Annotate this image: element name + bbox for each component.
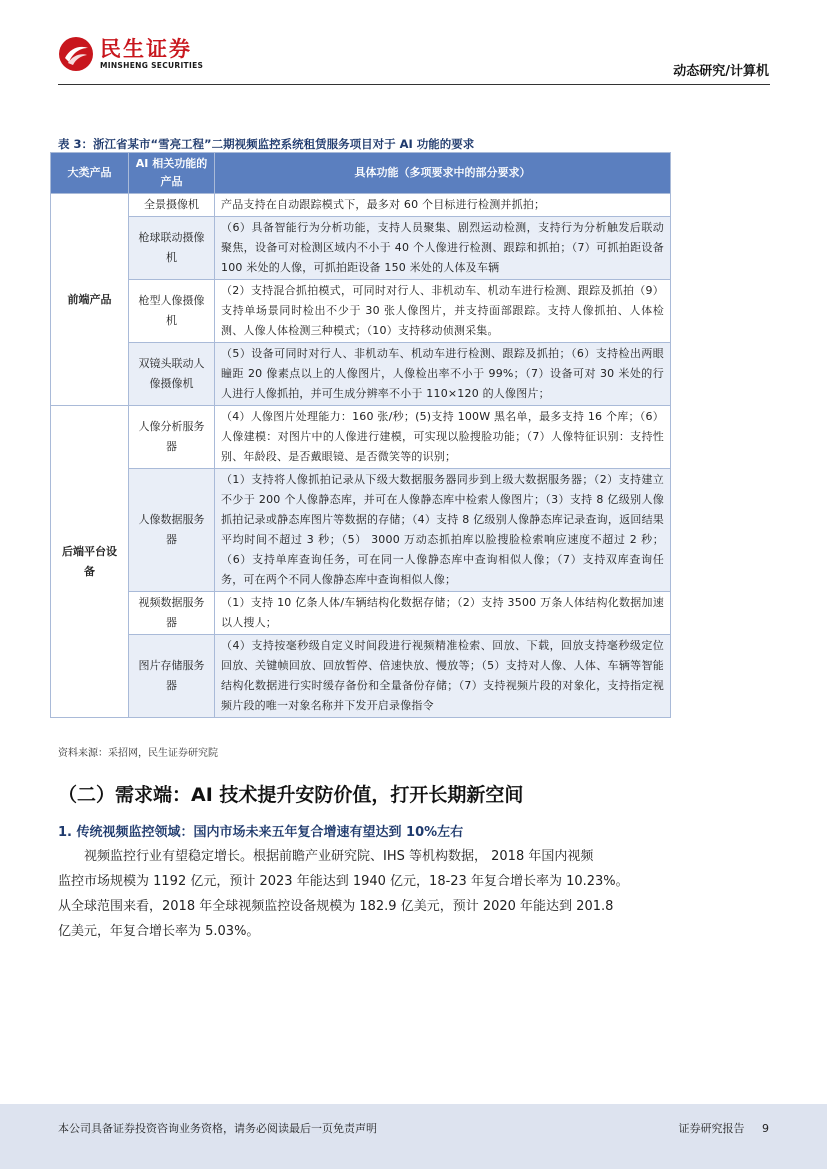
product-cell: 双镜头联动人像摄像机 [129, 343, 215, 406]
product-cell: 人像分析服务器 [129, 406, 215, 469]
table-row [51, 217, 671, 280]
category-frontend: 前端产品 [51, 194, 129, 406]
subsection-title: 1. 传统视频监控领域：国内市场未来五年复合增速有望达到 10%左右 [58, 825, 464, 840]
product-cell: 图片存储服务器 [129, 635, 215, 718]
category-backend: 后端平台设备 [51, 406, 129, 718]
paragraph-line: 亿美元，年复合增长率为 5.03%。 [58, 924, 260, 939]
table-caption: 表 3：浙江省某市“雪亮工程”二期视频监控系统租赁服务项目对于 AI 功能的要求 [58, 137, 475, 151]
table-row [51, 194, 671, 217]
minsheng-logo-icon [58, 36, 94, 72]
page-footer [0, 1104, 827, 1169]
company-logo [58, 36, 203, 72]
table-row [51, 406, 671, 469]
col-header-category: 大类产品 [51, 153, 129, 194]
table-row [51, 592, 671, 635]
table-source: 资料来源：采招网，民生证券研究院 [58, 748, 218, 759]
ai-requirements-table [50, 152, 671, 718]
table-row [51, 280, 671, 343]
header-divider [58, 84, 770, 85]
product-cell: 视频数据服务器 [129, 592, 215, 635]
product-cell: 全景摄像机 [129, 194, 215, 217]
section-title: （二）需求端：AI 技术提升安防价值，打开长期新空间 [58, 784, 524, 806]
report-type: 动态研究/计算机 [673, 64, 769, 79]
function-cell: （1）支持将人像抓拍记录从下级大数据服务器同步到上级大数据服务器；（2）支持建立不少于 200 个人像静态库，并可在人像静态库中检索人像图片；（3）支持 8 亿级别人像抓拍记录或静态库图片等数据的存储；（4）支持 8 亿级别人像静态库记录查询，返回结果平均时间不超过 3 秒；（5） 3000 万动态抓拍库以脸搜脸检索响应速度不超过 2 秒；（6）支持单库查询任务，可在同一人像静态库中查询相似人像；（7）支持双库查询任务，可在两个不同人像静态库中查询相似人像； [215, 469, 671, 592]
col-header-product: AI 相关功能的产品 [129, 153, 215, 194]
logo-chinese-name: 民生证券 [100, 37, 192, 61]
paragraph-line: 从全球范围来看，2018 年全球视频监控设备规模为 182.9 亿美元，预计 2020 年能达到 201.8 [58, 899, 614, 914]
table-header-row [51, 153, 671, 194]
page-number: 9 [762, 1122, 769, 1135]
table-row [51, 469, 671, 592]
function-cell: （2）支持混合抓拍模式，可同时对行人、非机动车、机动车进行检测、跟踪及抓拍（9）支持单场景同时检出不少于 30 张人像图片，并支持面部跟踪。支持人像抓拍、人体检测、人像人体检测三种模式；（10）支持移动侦测采集。 [215, 280, 671, 343]
page-header [0, 0, 827, 100]
body-paragraph [58, 844, 638, 944]
product-cell: 枪球联动摄像机 [129, 217, 215, 280]
function-cell: 产品支持在自动跟踪模式下，最多对 60 个目标进行检测并抓拍； [215, 194, 671, 217]
table-row [51, 343, 671, 406]
paragraph-line: 监控市场规模为 1192 亿元，预计 2023 年能达到 1940 亿元，18-23 年复合增长率为 10.23%。 [58, 874, 629, 889]
footer-right [665, 1120, 770, 1136]
function-cell: （4）人像图片处理能力：160 张/秒；(5)支持 100W 黑名单，最多支持 16 个库；（6）人像建模：对图片中的人像进行建模，可实现以脸搜脸功能；（7）人像特征识别：支持性别、年龄段、是否戴眼镜、是否微笑等的识别； [215, 406, 671, 469]
function-cell: （6）具备智能行为分析功能，支持人员聚集、剧烈运动检测，支持行为分析触发后联动聚焦，设备可对检测区域内不小于 40 个人像进行检测、跟踪和抓拍；（7）可抓拍距设备 100 米处的人像，可抓拍距设备 150 米处的人体及车辆 [215, 217, 671, 280]
paragraph-line: 视频监控行业有望稳定增长。根据前瞻产业研究院、IHS 等机构数据， 2018 年国内视频 [84, 849, 594, 864]
function-cell: （5）设备可同时对行人、非机动车、机动车进行检测、跟踪及抓拍；（6）支持检出两眼瞳距 20 像素点以上的人像图片，人像检出率不小于 99%；（7）设备可对 30 米处的行人进行人像抓拍，并可生成分辨率不小于 110×120 的人像图片； [215, 343, 671, 406]
table-row [51, 635, 671, 718]
product-cell: 人像数据服务器 [129, 469, 215, 592]
footer-report-label: 证券研究报告 [678, 1122, 745, 1135]
product-cell: 枪型人像摄像机 [129, 280, 215, 343]
logo-english-name: MINSHENG SECURITIES [100, 61, 204, 70]
function-cell: （1）支持 10 亿条人体/车辆结构化数据存储；（2）支持 3500 万条人体结构化数据加速以人搜人； [215, 592, 671, 635]
function-cell: （4）支持按毫秒级自定义时间段进行视频精准检索、回放、下载，回放支持毫秒级定位回放、关键帧回放、回放暂停、倍速快放、慢放等；（5）支持对人像、人体、车辆等智能结构化数据进行实时缓存备份和全量备份存储；（7）支持视频片段的对象化，支持指定视频片段的唯一对象名称并下发开启录像指令 [215, 635, 671, 718]
col-header-function: 具体功能（多项要求中的部分要求） [215, 153, 671, 194]
footer-disclaimer: 本公司具备证券投资咨询业务资格，请务必阅读最后一页免责声明 [58, 1122, 377, 1135]
